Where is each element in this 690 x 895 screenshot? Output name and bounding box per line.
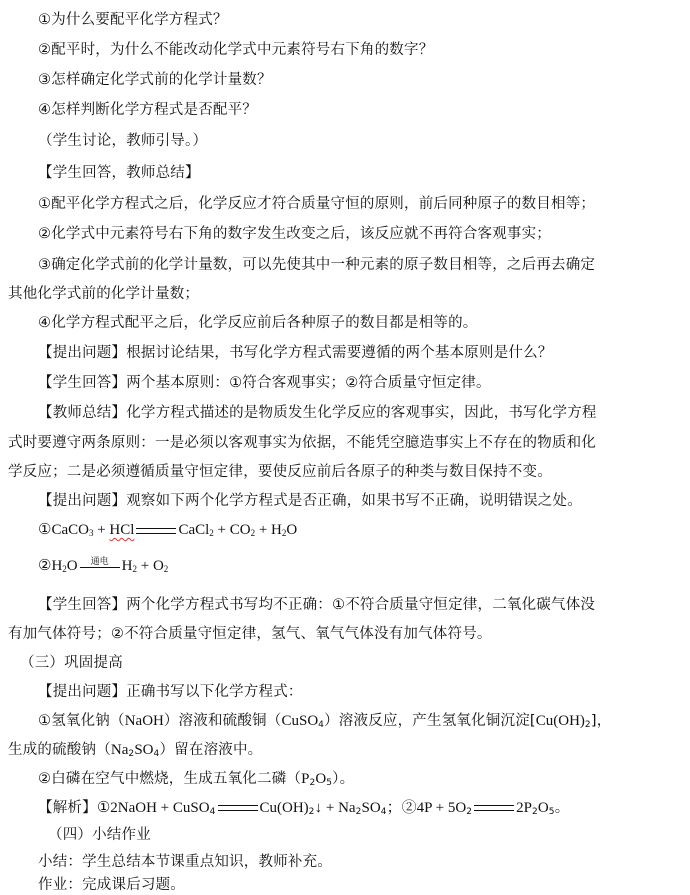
condition-label: 通电 [90, 556, 109, 567]
answer-4: ④化学方程式配平之后，化学反应前后各种原子的数目都是相等的。 [38, 315, 478, 331]
answer-heading: 【学生回答，教师总结】 [38, 165, 200, 181]
equals-sign [474, 805, 514, 811]
reply-principles: 【学生回答】两个基本原则：①符合客观事实；②符合质量守恒定律。 [38, 375, 491, 391]
equation-1: ①CaCO$_3$ + HCl CaCl$_2$ + $CO_2 + H_2O$ [38, 522, 298, 538]
summary-line: 小结：学生总结本节课重点知识，教师补充。 [38, 854, 332, 870]
section-heading-3: （三）巩固提高 [20, 655, 123, 671]
equals-sign [136, 528, 176, 534]
question-principles: 【提出问题】根据讨论结果，书写化学方程式需要遵循的两个基本原则是什么？ [38, 345, 553, 361]
condition-line [80, 567, 120, 568]
teacher-summary-line-2: 式时要遵守两条原则：一是必须以客观事实为依据，不能凭空臆造事实上不存在的物质和化 [8, 435, 596, 451]
equation-1-number: ① [38, 522, 52, 538]
exercise-1-line-1: ①氢氧化钠（NaOH）溶液和硫酸铜（CuSO$_4$）溶液反应，产生氢氧化铜沉淀$[Cu(OH)_2]$， [38, 713, 612, 730]
question-equations: 【提出问题】观察如下两个化学方程式是否正确，如果书写不正确，说明错误之处。 [38, 493, 582, 509]
answer-2: ②化学式中元素符号右下角的数字发生改变之后，该反应就不再符合客观事实； [38, 226, 551, 242]
answer-3-line-1: ③确定化学式前的化学计量数，可以先使其中一种元素的原子数目相等，之后再去确定 [38, 257, 596, 273]
teacher-summary-line-1: 【教师总结】化学方程式描述的是物质发生化学反应的客观事实，因此，书写化学方程 [38, 405, 597, 421]
answer-3-line-2: 其他化学式前的化学计量数； [8, 286, 200, 302]
answer-1: ①配平化学方程式之后，化学反应才符合质量守恒的原则，前后同种原子的数目相等； [38, 196, 596, 212]
exercise-2: ②白磷在空气中燃烧，生成五氧化二磷$(P_2O_5)$。 [38, 771, 355, 788]
exercise-1-line-2: 生成的硫酸钠$(Na_2SO_4)$留在溶液中。 [8, 742, 263, 759]
question-1: ①为什么要配平化学方程式？ [38, 12, 228, 28]
equation-2-number: ② [38, 558, 52, 574]
homework-line: 作业：完成课后习题。 [38, 877, 185, 893]
reaction-condition [78, 558, 122, 576]
reply-equations-line-2: 有加气体符号；②不符合质量守恒定律，氢气、氧气气体没有加气体符号。 [8, 626, 492, 642]
analysis: 【解析】①2NaOH + CuSO$_4$ $Cu(OH)_2↓ + Na_2SO_4$；②4P + $5O_2$ $2P_2O_5$。 [38, 800, 570, 817]
question-2: ②配平时，为什么不能改动化学式中元素符号右下角的数字？ [38, 42, 434, 58]
question-4: ④怎样判断化学方程式是否配平？ [38, 102, 257, 118]
reply-equations-line-1: 【学生回答】两个化学方程式书写均不正确：①不符合质量守恒定律，二氧化碳气体没 [38, 597, 596, 613]
equation-2: $②H_2O$ 通电 $H_2 + O_2$ [0, 556, 690, 579]
question-3: ③怎样确定化学式前的化学计量数？ [38, 72, 272, 88]
teacher-summary-line-3: 学反应；二是必须遵循质量守恒定律，要使反应前后各原子的种类与数目保持不变。 [8, 464, 552, 480]
hcl-formula: HCl [109, 522, 135, 538]
section-heading-4: （四）小结作业 [48, 827, 151, 843]
question-write: 【提出问题】正确书写以下化学方程式： [38, 684, 303, 700]
equals-sign [218, 805, 258, 811]
discussion-note: （学生讨论，教师引导。） [38, 133, 208, 149]
analysis-label: 【解析】 [38, 800, 97, 816]
